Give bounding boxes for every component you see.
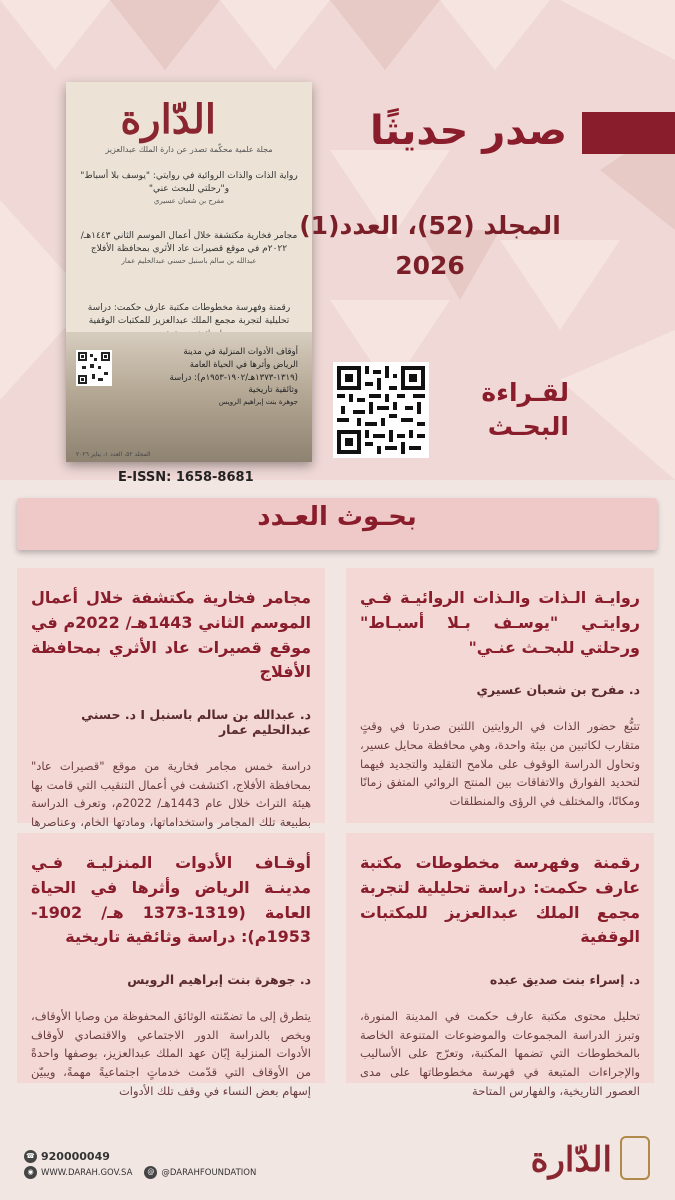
phone-number: 920000049: [41, 1150, 110, 1163]
social-icon: @: [144, 1166, 157, 1179]
article-card: [17, 568, 325, 830]
read-research-label: لقـراءة البحـث: [481, 378, 569, 441]
article-author: د. إسراء بنت صديق عبده: [489, 972, 640, 988]
cover-article-4: أوقاف الأدوات المنزلية في مدينة الرياض وأثرها في الحياة العامة (١٣١٩-١٣٧٣هـ/١٩٠٢-١٩٥٣م): دراسة وثائقية تاريخية جوهرة بنت إبراهيم الرويس: [169, 347, 298, 406]
cover-article-3: رقمنة وفهرسة مخطوطات مكتبة عارف حكمت: دراسة تحليلية لتجربة مجمع الملك عبدالعزيز للمكتبات الوقفية: [87, 303, 291, 327]
article-abstract: تتبُّع حضور الذات في الروايتين اللتين صدرتا في وقتٍ متقارب لكاتبين من بيئة واحدة، وهي محافظة محايل عسير، وتحاول الدراسة الوقوف على ملامح التقليد والتجديد فيهما لتحديد الفوارق والاتفاقات بين المنتج الروائي المتفق زمانًا ومكانًا، والمختلف في الرؤى والمنطلقات: [360, 719, 640, 808]
article-abstract: تحليل محتوى مكتبة عارف حكمت في المدينة المنورة، وتبرز الدراسة المجموعات والموضوعات المتنوعة الخاصة بالمخطوطات التي تضمها المكتبة، وتعرّج على الأساليب والإجراءات المتبعة في فهرسة مخطوطاتها على مدى العصور التاريخية، والفهارس المتاحة: [360, 1009, 640, 1098]
hero-section: [0, 0, 675, 480]
article-card: [17, 833, 325, 1098]
volume-issue: المجلد (52)، العدد(1) 2026: [299, 211, 561, 280]
cover-qr-code: [76, 350, 112, 386]
article-author: د. جوهرة بنت إبراهيم الرويس: [127, 972, 311, 988]
article-card: [346, 568, 654, 823]
cover-article-2: مجامر فخارية مكتشفة خلال أعمال الموسم الثاني ١٤٤٣هـ/٢٠٢٢م في موقع قصيرات عاد الأثري بمحافظة الأفلاج عبدالله بن سالم باسنبل حسني عبدالحليم عمار: [80, 231, 298, 266]
qr-code[interactable]: [333, 362, 429, 458]
page-title: صدر حديثًا: [369, 108, 567, 154]
phone-row[interactable]: [24, 1150, 256, 1163]
article-abstract: يتطرق إلى ما تضمّنته الوثائق المحفوظة من وصايا الأوقاف، ويخص بالدراسة الدور الاجتماعي والاقتصادي لأوقاف الأدوات المنزلية إبّان عهد الملك عبدالعزيز، بوصفها واحدةً من الأوقاف التي قدّمت خدماتٍ اجتماعيةً مهمةً، ويبيّن إسهام بعض النساء في وقف تلك الأدوات: [31, 1009, 311, 1098]
article-abstract: دراسة خمس مجامر فخارية من موقع "قصيرات عاد" بمحافظة الأفلاج، اكتشفت في أعمال التنقيب التي قامت بها هيئة التراث خلال عام 1443هـ/ 2022م، وتعرف الدراسة بطبيعة تلك المجامر واستخداماتها، ومادتها الخام، وعناصرها: [31, 759, 312, 830]
social-handle[interactable]: @DARAHFOUNDATION: [161, 1167, 257, 1178]
article-title: أوقـاف الأدوات المنزليـة فـي مدينـة الرياض وأثرها في الحياة العامة (1319-1373 هـ/ 1902-1953م): دراسة وثائقية تاريخية: [31, 853, 311, 947]
contact-info: [24, 1150, 256, 1182]
darah-logo: الدّارة: [540, 1130, 650, 1190]
journal-cover: [66, 82, 312, 462]
emblem-icon: [620, 1136, 650, 1180]
article-title: رقمنة وفهرسة مخطوطات مكتبة عارف حكمت: دراسة تحليلية لتجربة مجمع الملك عبدالعزيز للمكتبات الوقفية: [360, 853, 640, 947]
cover-photo: أوقاف الأدوات المنزلية في مدينة الرياض وأثرها في الحياة العامة (١٣١٩-١٣٧٣هـ/١٩٠٢-١٩٥٣م): دراسة وثائقية تاريخية جوهرة بنت إبراهيم الرويس المجلد ٥٢، العدد ١، يناير ٢٠٢٦: [66, 332, 312, 462]
article-title: مجامر فخارية مكتشفة خلال أعمال الموسم الثاني 1443هـ/ 2022م في موقع قصيرات عاد الأثري بمحافظة الأفلاج: [31, 588, 311, 682]
cover-article-1: رواية الذات والذات الروائية في روايتي: "يوسف بلا أسباط" و"رحلتي للبحث عني" مفرح بن شعبان عسيري: [80, 171, 298, 206]
article-title: روايـة الـذات والـذات الروائيـة فـي روايتـي "يوسـف بـلا أسبـاط" ورحلتي للبحـث عنـي": [360, 588, 640, 657]
issn: E-ISSN: 1658-8681: [118, 470, 254, 485]
cover-subtitle: مجلة علمية محكّمة تصدر عن دارة الملك عبدالعزيز: [105, 145, 273, 154]
globe-icon: ◉: [24, 1166, 37, 1179]
article-author: د. مفرح بن شعبان عسيري: [476, 682, 640, 698]
article-card: [346, 833, 654, 1098]
title-accent-bar: [582, 112, 675, 154]
article-author: د. عبدالله بن سالم باسنبل I د. حسني عبدالحليم عمار: [81, 707, 311, 738]
cover-logo: الدّارة: [120, 96, 216, 143]
section-title: بحـوث العـدد: [257, 502, 417, 532]
website-link[interactable]: WWW.DARAH.GOV.SA: [41, 1167, 133, 1178]
phone-icon: ☎: [24, 1150, 37, 1163]
